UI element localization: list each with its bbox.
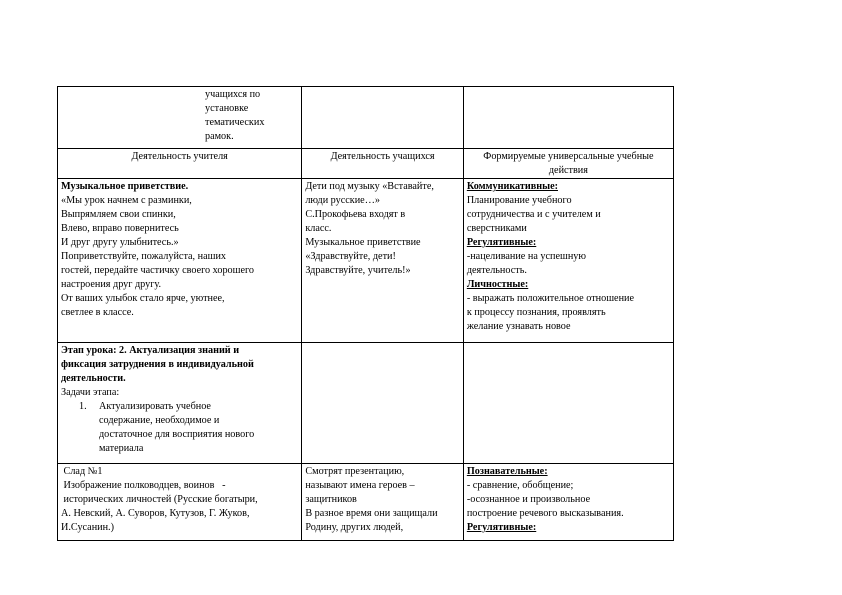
cell-teacher-continuation — [58, 87, 302, 149]
lesson-plan-table — [57, 86, 674, 541]
cell-students-greeting — [302, 179, 464, 343]
stage-title-line: фиксация затруднения в индивидуальной — [61, 359, 254, 370]
stage-title-line: деятельности. — [61, 373, 126, 384]
cell-skills-greeting — [463, 179, 673, 343]
text-line: желание узнавать новое — [466, 321, 571, 332]
list-number: 1. — [79, 401, 87, 412]
text-line: Музыкальное приветствие — [305, 237, 421, 248]
text-line: Выпрямляем свои спинки, — [61, 209, 176, 220]
text-line: И.Сусанин.) — [61, 522, 115, 533]
header-skills-line2: действия — [548, 165, 588, 176]
cell-empty — [463, 87, 673, 149]
cell-skills-slide1 — [463, 464, 673, 541]
text-line: тематических — [205, 117, 265, 128]
text-line: содержание, необходимое и — [99, 415, 220, 426]
text-line: Здравствуйте, учитель!» — [305, 265, 411, 276]
text-line: Дети под музыку «Вставайте, — [305, 181, 434, 192]
text-line: От ваших улыбок стало ярче, уютнее, — [61, 293, 225, 304]
text-line: люди русские…» — [305, 195, 380, 206]
text-line: В разное время они защищали — [305, 508, 438, 519]
text-line: Слад №1 — [61, 466, 103, 477]
stage-title-line: Этап урока: 2. Актуализация знаний и — [61, 345, 240, 356]
header-students-label: Деятельность учащихся — [330, 151, 435, 162]
skills-heading: Познавательные: — [466, 466, 548, 477]
table-row-continuation — [58, 87, 674, 149]
text-line: Влево, вправо повернитесь — [61, 223, 179, 234]
text-line: учащихся по — [205, 89, 261, 100]
text-line: достаточное для восприятия нового — [99, 429, 255, 440]
header-student-activity — [302, 149, 464, 179]
text-line: Актуализировать учебное — [99, 401, 211, 412]
text-line: сверстниками — [466, 223, 527, 234]
text-line: к процессу познания, проявлять — [466, 307, 606, 318]
text-line: «Здравствуйте, дети! — [305, 251, 396, 262]
skills-heading: Регулятивные: — [466, 522, 537, 533]
text-line: настроения друг другу. — [61, 279, 162, 290]
table-row-stage2 — [58, 343, 674, 464]
stage-task-label: Задачи этапа: — [61, 387, 120, 398]
text-line: Поприветствуйте, пожалуйста, наших — [61, 251, 226, 262]
text-line: защитников — [305, 494, 357, 505]
text-line: рамок. — [205, 131, 234, 142]
text-line: деятельность. — [466, 265, 527, 276]
cell-empty — [463, 343, 673, 464]
text-line: - выражать положительное отношение — [466, 293, 634, 304]
text-line: сотрудничества и с учителем и — [466, 209, 601, 220]
cell-stage2-description — [58, 343, 302, 464]
text-line: построение речевого высказывания. — [466, 508, 624, 519]
text-line: - сравнение, обобщение; — [466, 480, 574, 491]
cell-empty — [302, 87, 464, 149]
text-line: класс. — [305, 223, 332, 234]
text-line: Планирование учебного — [466, 195, 572, 206]
header-skills — [463, 149, 673, 179]
text-line: -осознанное и произвольное — [466, 494, 591, 505]
text-line: светлее в классе. — [61, 307, 134, 318]
text-line: Изображение полководцев, воинов - — [61, 480, 226, 491]
header-teacher-activity — [58, 149, 302, 179]
table-row-greeting — [58, 179, 674, 343]
numbered-list-item — [61, 400, 298, 414]
cell-students-slide1 — [302, 464, 464, 541]
text-line: называют имена героев – — [305, 480, 415, 491]
text-line: установке — [205, 103, 249, 114]
table-header-row — [58, 149, 674, 179]
text-line: «Мы урок начнем с разминки, — [61, 195, 192, 206]
text-line: Смотрят презентацию, — [305, 466, 405, 477]
text-line: А. Невский, А. Суворов, Кутузов, Г. Жуков, — [61, 508, 250, 519]
text-line: исторических личностей (Русские богатыри, — [61, 494, 258, 505]
skills-heading: Регулятивные: — [466, 237, 537, 248]
text-line: Родину, других людей, — [305, 522, 404, 533]
cell-teacher-greeting — [58, 179, 302, 343]
text-line: гостей, передайте частичку своего хорошего — [61, 265, 255, 276]
text-line: С.Прокофьева входят в — [305, 209, 406, 220]
text-line: материала — [99, 443, 144, 454]
cell-teacher-slide1 — [58, 464, 302, 541]
text-line: И друг другу улыбнитесь.» — [61, 237, 179, 248]
skills-heading: Личностные: — [466, 279, 529, 290]
cell-empty — [302, 343, 464, 464]
header-skills-line1: Формируемые универсальные учебные — [483, 151, 654, 162]
header-teacher-label: Деятельность учителя — [131, 151, 228, 162]
skills-heading: Коммуникативные: — [466, 181, 558, 192]
section-title: Музыкальное приветствие. — [61, 181, 189, 192]
table-row-slide1 — [58, 464, 674, 541]
text-line: -нацеливание на успешную — [466, 251, 586, 262]
